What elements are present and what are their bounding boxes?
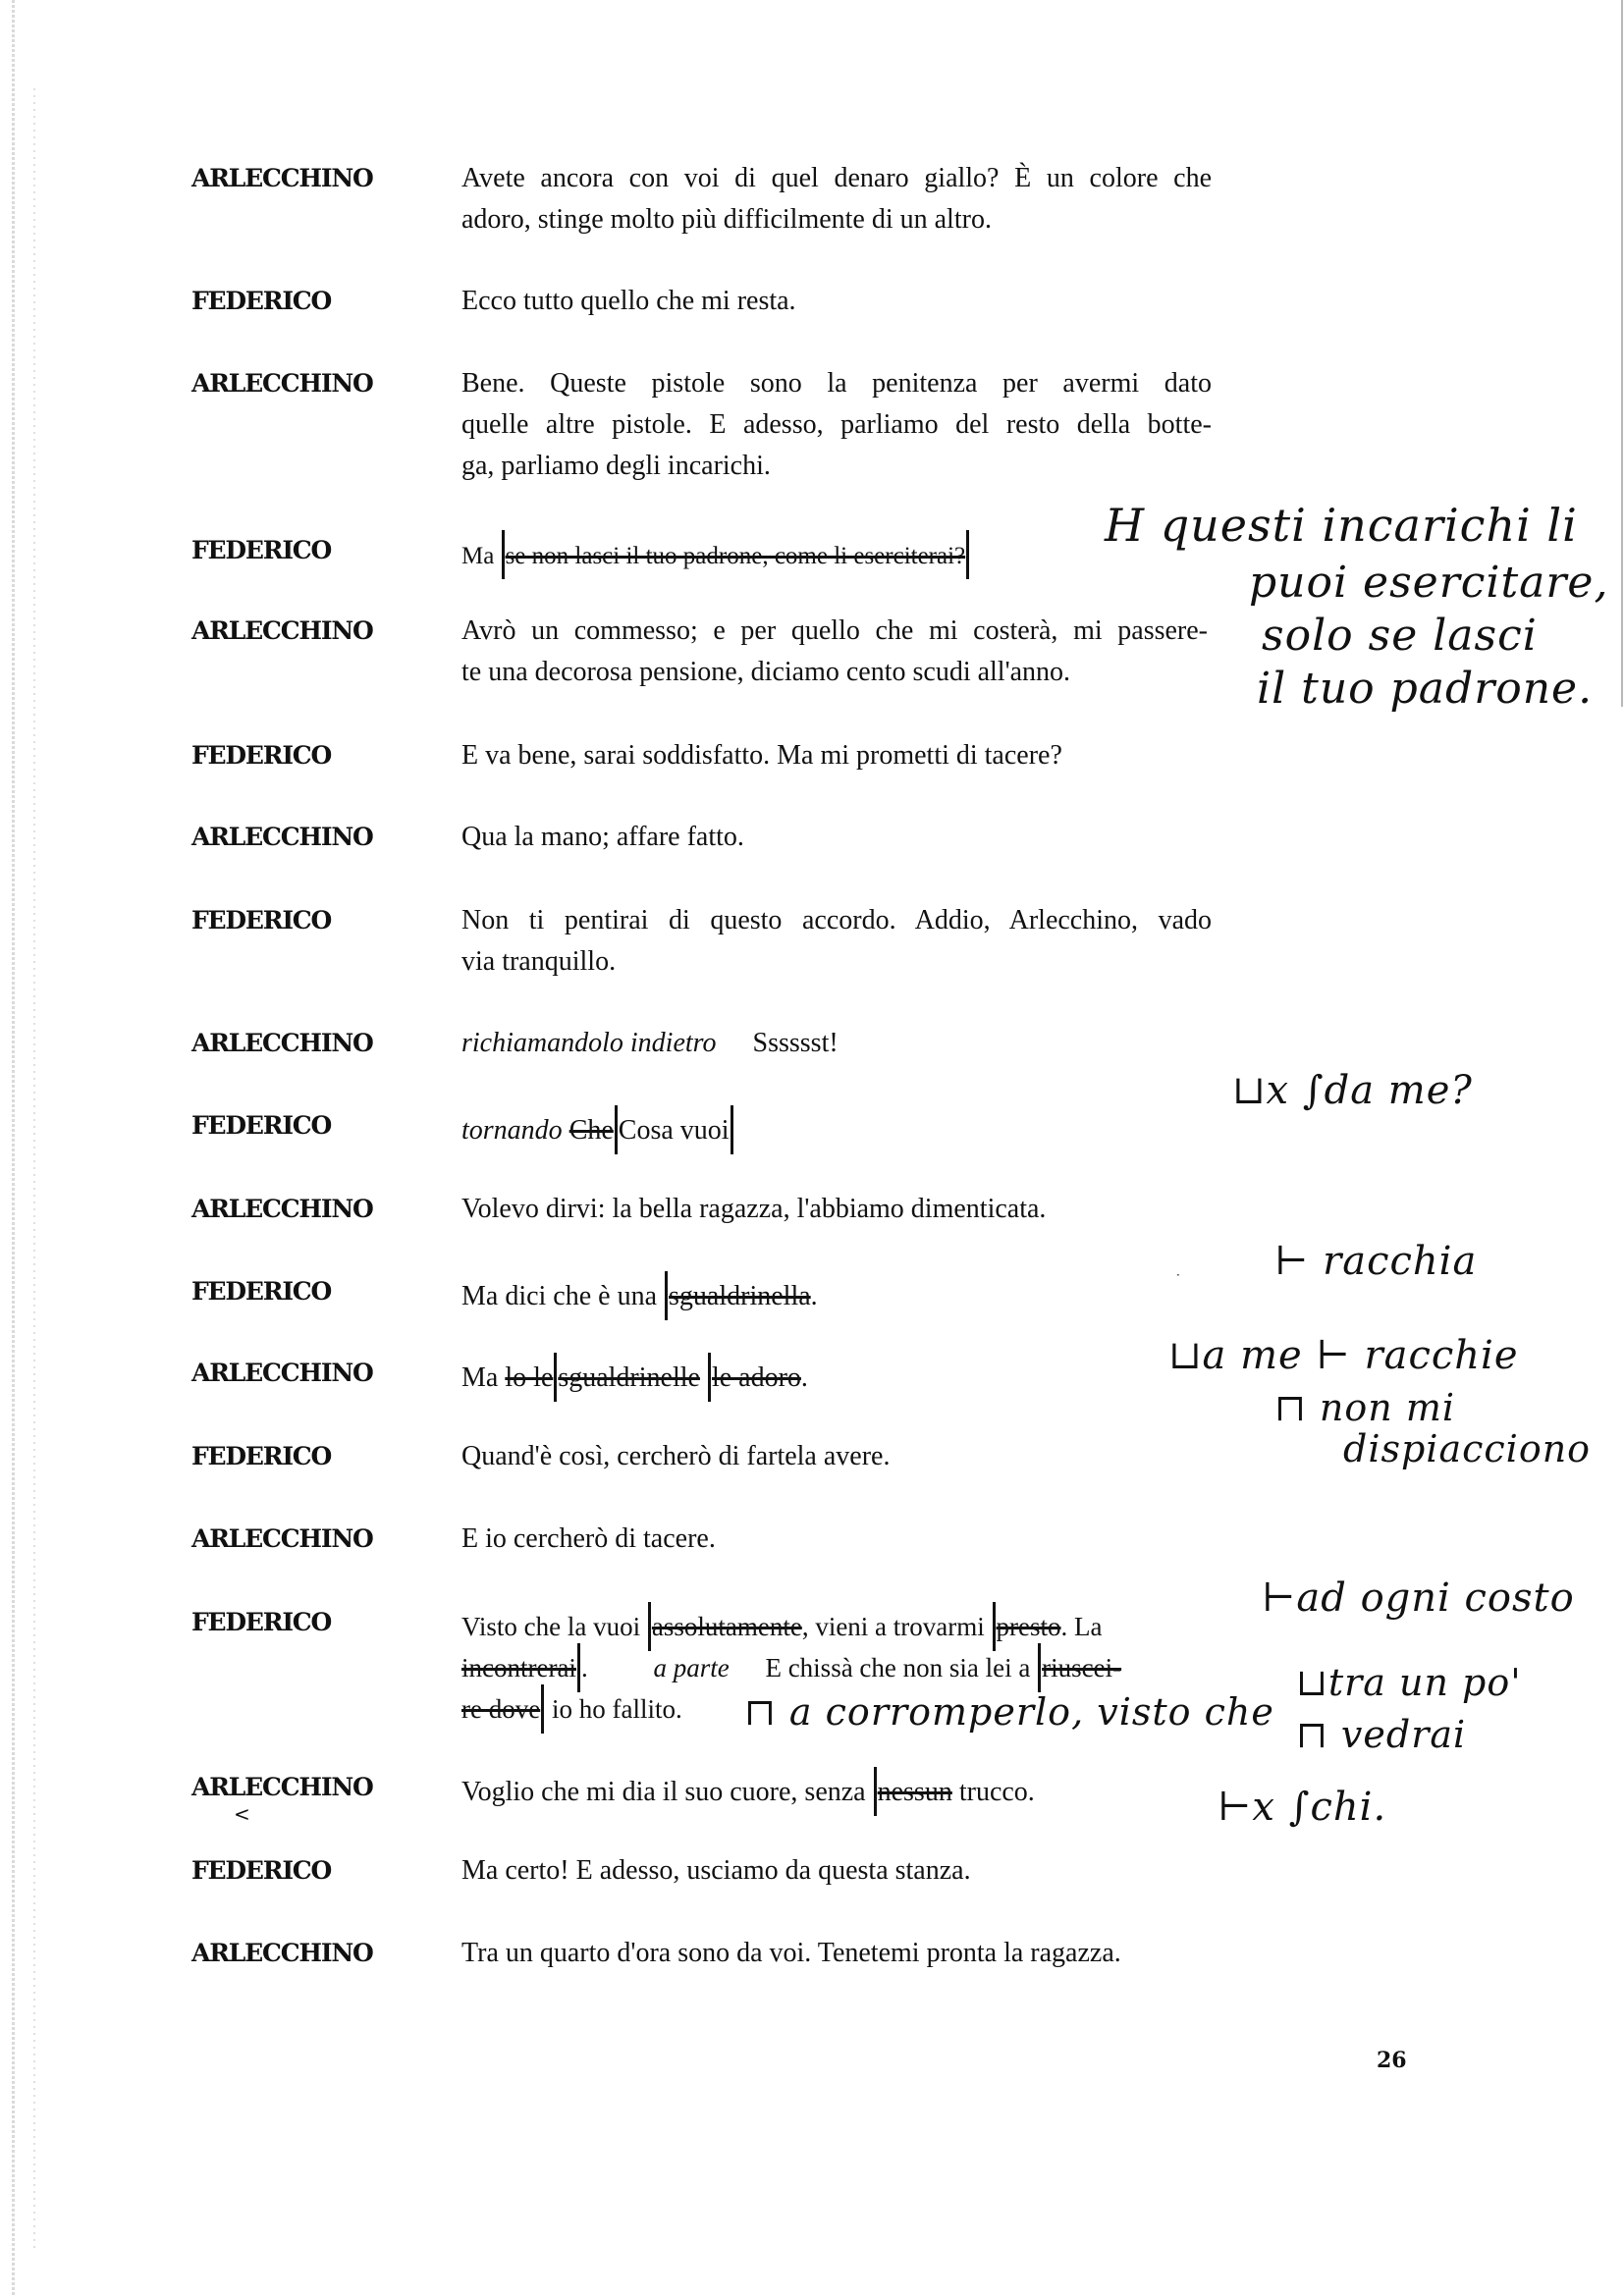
handwritten-note: ⊢ad ogni costo <box>1262 1575 1575 1621</box>
line-text: Ma <box>461 543 495 569</box>
line-text: Voglio che mi dia il suo cuore, senza <box>461 1777 866 1807</box>
insertion-caret <box>708 1353 711 1402</box>
dialogue-line: Quand'è così, cercherò di fartela avere. <box>461 1441 891 1471</box>
speaker-name: ARLECCHINO <box>191 164 373 192</box>
dialogue-line <box>461 1767 1212 1816</box>
dialogue-line: Bene. Queste pistole sono la penitenza per avermi dato <box>461 368 1212 399</box>
stray-mark: · <box>1176 1268 1180 1282</box>
handwritten-note: ⊔tra un po' <box>1296 1661 1522 1704</box>
handwritten-note: solo se lasci <box>1262 611 1538 661</box>
stage-direction: tornando <box>461 1115 563 1146</box>
dialogue-line: Avete ancora con voi di quel denaro giallo? È un colore che <box>461 163 1212 193</box>
line-text: . <box>810 1281 818 1311</box>
insertion-caret <box>966 530 969 579</box>
speaker-name: FEDERICO <box>191 1111 332 1140</box>
dialogue-line <box>461 1105 1212 1154</box>
page-number: 26 <box>1377 2048 1407 2073</box>
line-text: trucco. <box>958 1777 1035 1807</box>
handwritten-note: ⊢x ∫chi. <box>1218 1785 1387 1830</box>
dialogue-line: Non ti pentirai di questo accordo. Addio, Arlecchino, vado <box>461 905 1212 935</box>
speaker-name: ARLECCHINO <box>191 1359 373 1387</box>
dialogue-line: Avrò un commesso; e per quello che mi costerà, mi passere- <box>461 615 1208 646</box>
handwritten-note: ⊓ vedrai <box>1296 1713 1467 1756</box>
dialogue-line <box>461 1023 1212 1064</box>
struck-text: sgualdrinella <box>669 1281 811 1311</box>
dialogue-line: Volevo dirvi: la bella ragazza, l'abbiamo dimenticata. <box>461 1194 1047 1224</box>
insertion-caret <box>502 530 505 579</box>
dialogue-line: E io cercherò di tacere. <box>461 1523 716 1554</box>
speaker-name: ARLECCHINO <box>191 1524 373 1553</box>
insertion-caret <box>554 1353 557 1402</box>
struck-text: presto <box>996 1612 1061 1641</box>
dialogue-line: te una decorosa pensione, diciamo cento scudi all'anno. <box>461 657 1071 687</box>
insertion-caret <box>541 1684 544 1734</box>
handwritten-note: ⊔x ∫da me? <box>1232 1068 1473 1113</box>
struck-text: incontrerai <box>461 1653 576 1682</box>
speaker-name: ARLECCHINO <box>191 616 373 645</box>
line-text: . <box>800 1362 808 1393</box>
speaker-name: FEDERICO <box>191 287 332 315</box>
dialogue-line: via tranquillo. <box>461 946 617 977</box>
speaker-name: FEDERICO <box>191 906 332 934</box>
speaker-name: FEDERICO <box>191 1608 332 1636</box>
struck-text: sgualdrinelle <box>558 1362 700 1393</box>
struck-text: le adoro <box>711 1362 801 1393</box>
line-text: Ma <box>461 1362 499 1393</box>
dialogue-line: quelle altre pistole. E adesso, parliamo del resto della botte- <box>461 409 1212 440</box>
handwritten-note: ⊢ racchia <box>1274 1239 1478 1284</box>
stage-direction: a parte <box>653 1653 730 1682</box>
speaker-name: ARLECCHINO <box>191 1773 373 1801</box>
line-text: . <box>580 1653 588 1682</box>
insertion-caret <box>615 1105 618 1154</box>
line-text: Sssssst! <box>752 1028 839 1058</box>
margin-mark: < <box>234 1802 250 1826</box>
line-text: . La <box>1060 1612 1103 1641</box>
handwritten-note: ⊓ non mi <box>1274 1386 1456 1429</box>
scan-binding-edge <box>12 0 15 2296</box>
handwritten-note: dispiacciono <box>1343 1427 1592 1470</box>
struck-text: se non lasci il tuo padrone, come li eserciterai? <box>505 543 966 569</box>
dialogue-line: Qua la mano; affare fatto. <box>461 822 744 852</box>
dialogue-line: Ma certo! E adesso, usciamo da questa stanza. <box>461 1855 971 1886</box>
speaker-name: ARLECCHINO <box>191 1029 373 1057</box>
handwritten-note: il tuo padrone. <box>1257 664 1594 714</box>
handwritten-note: ⊓ a corromperlo, visto che <box>744 1690 1274 1734</box>
scan-binding-edge-inner <box>33 88 35 2248</box>
insertion-caret <box>874 1767 877 1816</box>
speaker-name: FEDERICO <box>191 1277 332 1306</box>
struck-text: re dove <box>461 1694 541 1724</box>
stage-direction: richiamandolo indietro <box>461 1028 717 1058</box>
line-text: , vieni a trovarmi <box>801 1612 985 1641</box>
scan-right-edge <box>1621 0 1623 707</box>
speaker-name: FEDERICO <box>191 1442 332 1470</box>
dialogue-line <box>461 1353 1212 1402</box>
line-text: Visto che la vuoi <box>461 1612 641 1641</box>
dialogue-line: adoro, stinge molto più difficilmente di un altro. <box>461 204 992 235</box>
line-text: Ma dici che è una <box>461 1281 658 1311</box>
speaker-name: ARLECCHINO <box>191 1939 373 1967</box>
dialogue-line <box>461 1271 1212 1320</box>
speaker-name: ARLECCHINO <box>191 369 373 398</box>
speaker-name: FEDERICO <box>191 536 332 564</box>
insertion-caret <box>731 1105 733 1154</box>
dialogue-line: E va bene, sarai soddisfatto. Ma mi prometti di tacere? <box>461 740 1062 771</box>
insertion-caret <box>665 1271 668 1320</box>
speaker-name: FEDERICO <box>191 741 332 770</box>
dialogue-line: Tra un quarto d'ora sono da voi. Tenetemi pronta la ragazza. <box>461 1938 1121 1968</box>
line-text: io ho fallito. <box>551 1694 682 1724</box>
dialogue-line: ga, parliamo degli incarichi. <box>461 451 771 481</box>
line-text: Cosa vuoi <box>618 1115 730 1146</box>
speaker-name: ARLECCHINO <box>191 1195 373 1223</box>
handwritten-note: H questi incarichi li <box>1105 499 1578 552</box>
struck-text: nessun <box>877 1777 952 1807</box>
handwritten-note: puoi esercitare, <box>1249 558 1609 608</box>
dialogue-line: Ecco tutto quello che mi resta. <box>461 286 796 316</box>
struck-text: riuscei- <box>1042 1653 1122 1682</box>
struck-text: Che <box>568 1115 614 1146</box>
speaker-name: FEDERICO <box>191 1856 332 1885</box>
handwritten-note: ⊔a me ⊢ racchie <box>1168 1333 1519 1378</box>
speaker-name: ARLECCHINO <box>191 823 373 851</box>
line-text: E chissà che non sia lei a <box>765 1653 1031 1682</box>
dialogue-line <box>461 530 1212 579</box>
struck-text: assolutamente <box>651 1612 802 1641</box>
struck-text: lo le <box>505 1362 554 1393</box>
